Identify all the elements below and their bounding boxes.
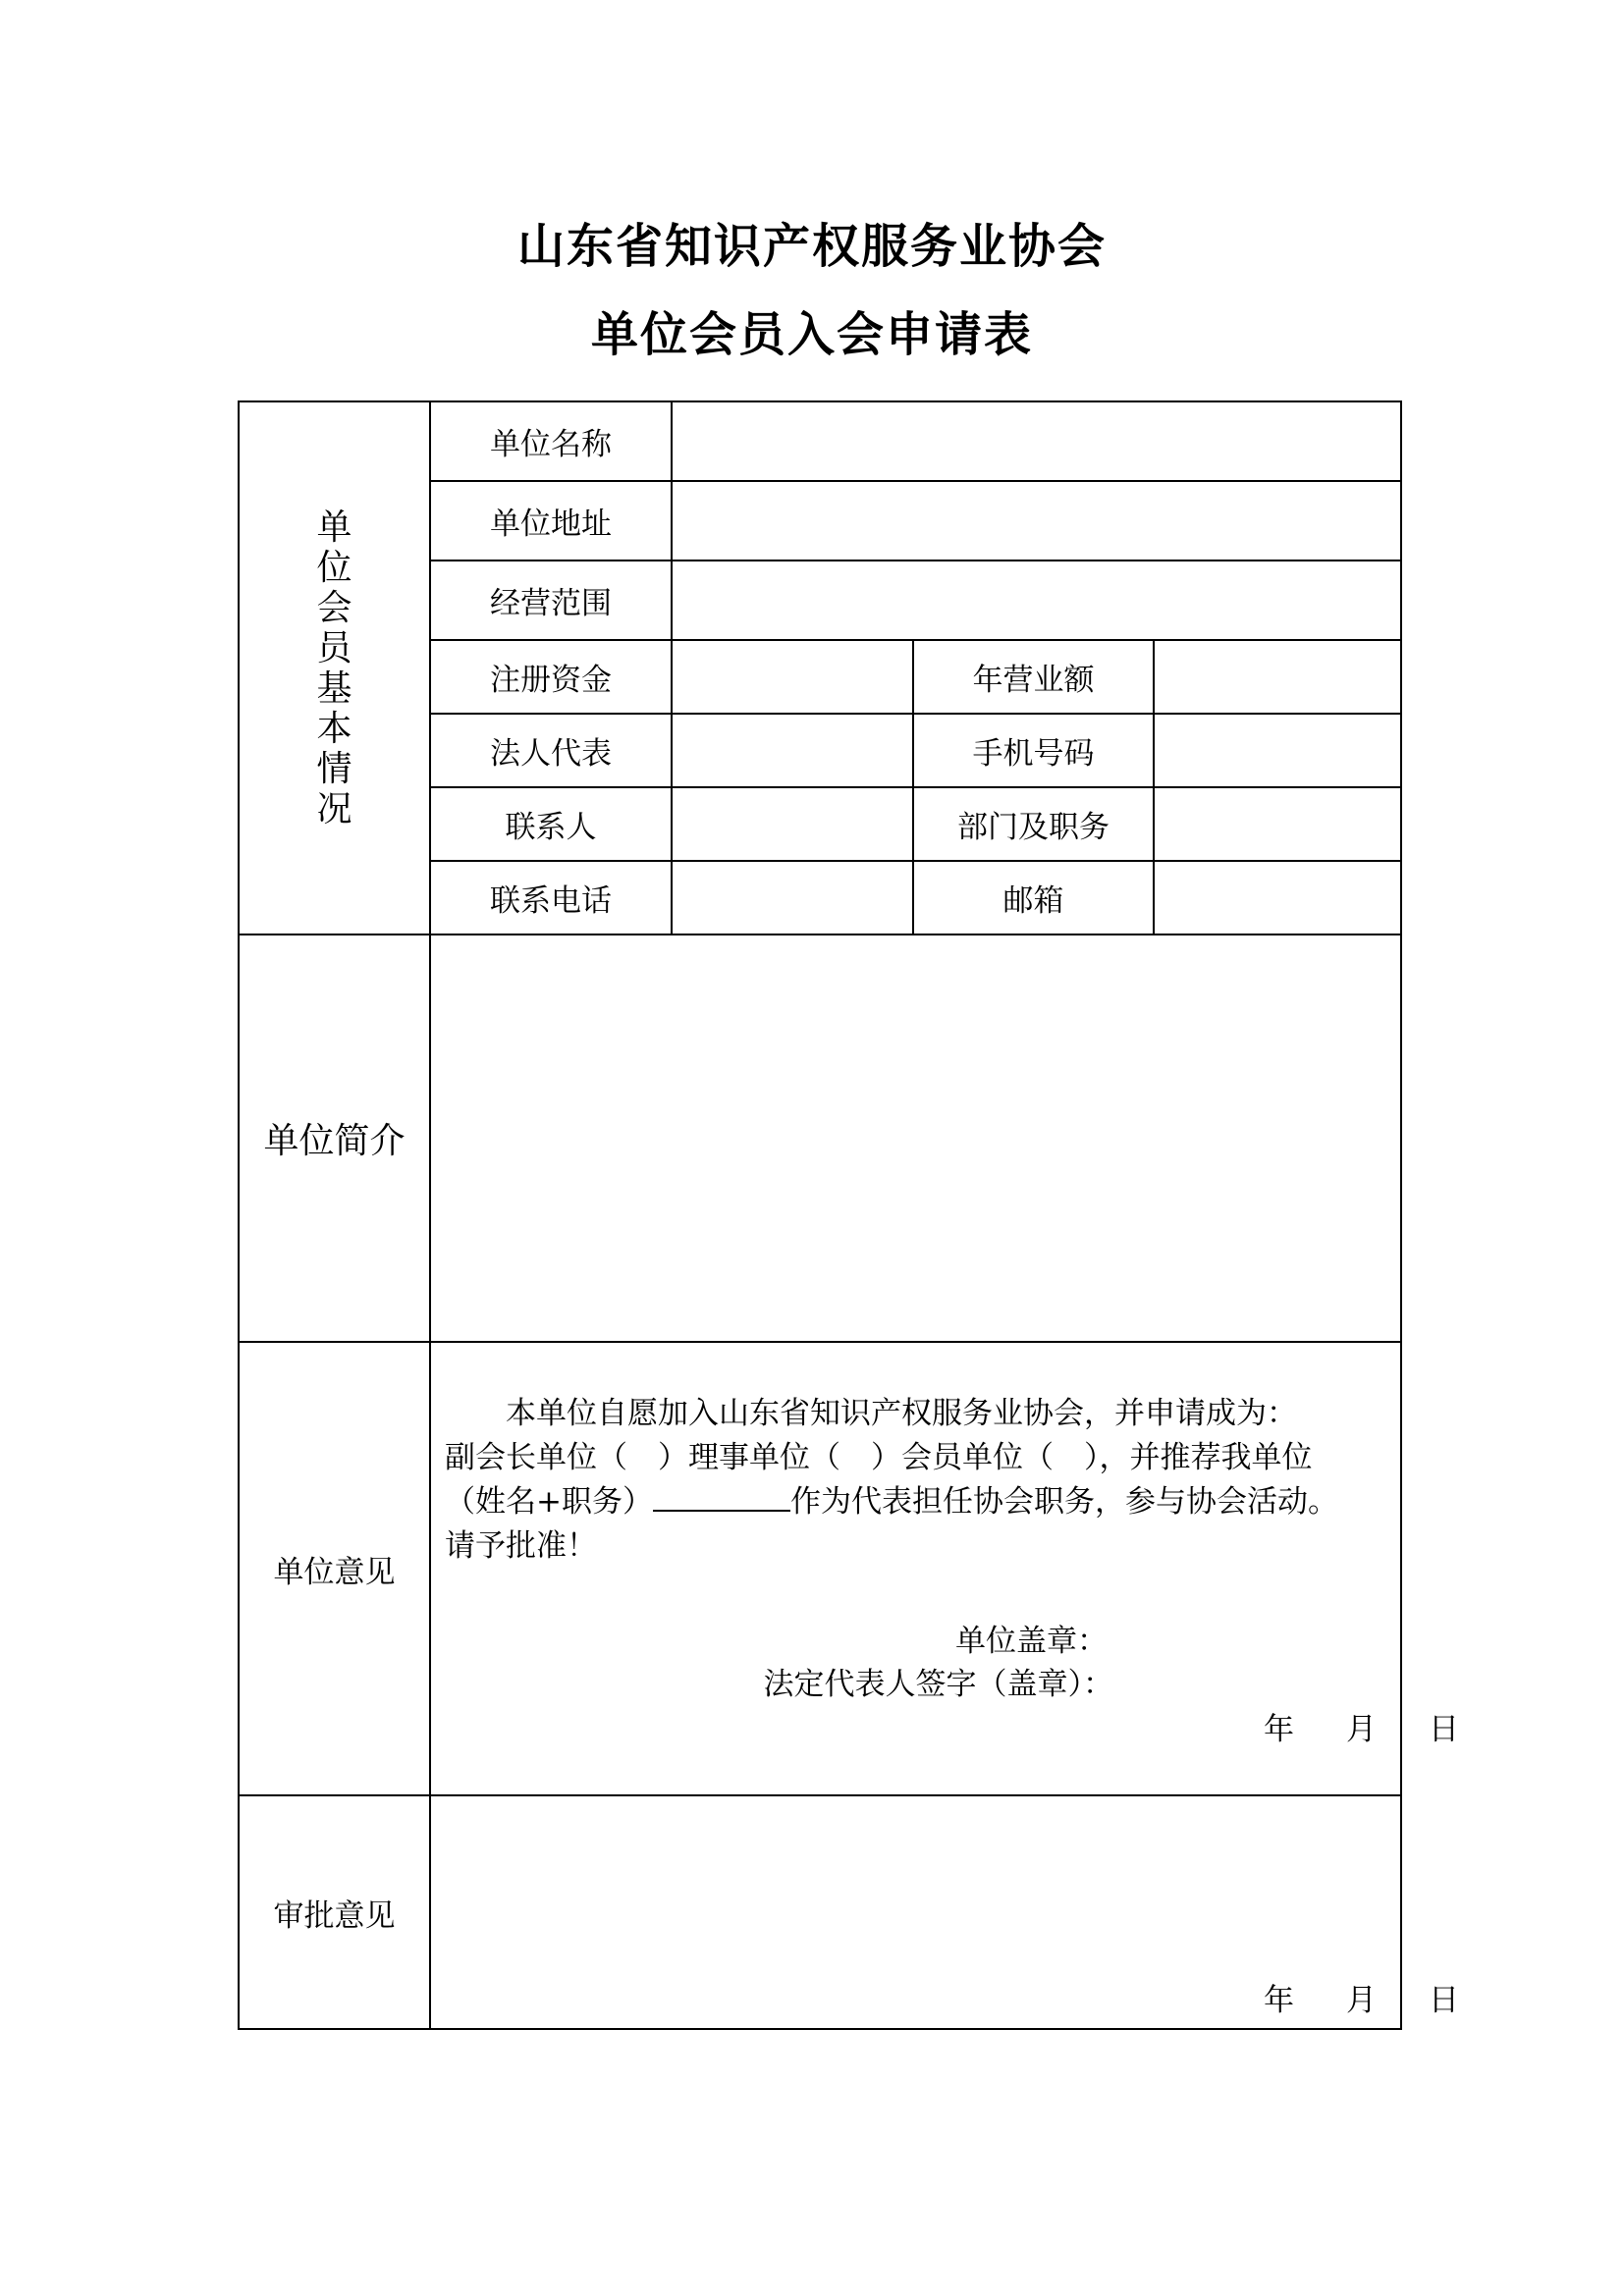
unit-name-label: 单位名称 [430,401,672,481]
unit-intro-field[interactable] [430,934,1401,1342]
annual-revenue-label: 年营业额 [913,640,1154,714]
form-title: 山东省知识产权服务业协会 [516,219,1107,274]
approval-opinion-field[interactable] [430,1795,1459,2029]
annual-revenue-field[interactable] [1154,640,1401,714]
unit-intro-label: 单位简介 [239,934,430,1342]
date-month-label: 月 [1346,1983,1377,2018]
opinion-date [1264,1704,1489,1748]
unit-address-field[interactable] [672,481,1401,561]
opinion-line-1: 本单位自愿加入山东省知识产权服务业协会，并申请成为： [506,1396,1297,1431]
legal-representative-field[interactable] [672,714,913,787]
date-year-label: 年 [1264,1712,1294,1747]
basic-info-section-label: 单位会员基本情况 [239,401,430,934]
business-scope-label: 经营范围 [430,561,672,640]
unit-opinion-field[interactable] [430,1342,1459,1795]
legal-rep-signature-label: 法定代表人签字（盖章）： [763,1667,1114,1702]
name-position-prefix: （姓名+职务） [445,1484,653,1520]
registered-capital-label: 注册资金 [430,640,672,714]
representative-blank[interactable] [653,1480,790,1512]
mobile-number-field[interactable] [1154,714,1401,787]
opinion-statement [445,1392,1386,1569]
contact-person-label: 联系人 [430,787,672,861]
email-label: 邮箱 [913,861,1154,934]
unit-opinion-label: 单位意见 [239,1342,430,1795]
name-position-suffix: 作为代表担任协会职务，参与协会活动。 [789,1484,1338,1520]
date-month-label: 月 [1346,1712,1377,1747]
email-field[interactable] [1154,861,1401,934]
opinion-line-3 [445,1480,1386,1524]
form-subtitle: 单位会员入会申请表 [590,307,1033,362]
legal-representative-label: 法人代表 [430,714,672,787]
registered-capital-field[interactable] [672,640,913,714]
contact-person-field[interactable] [672,787,913,861]
unit-seal-label: 单位盖章： [955,1624,1109,1659]
unit-name-field[interactable] [672,401,1401,481]
department-position-field[interactable] [1154,787,1401,861]
contact-phone-label: 联系电话 [430,861,672,934]
mobile-number-label: 手机号码 [913,714,1154,787]
date-year-label: 年 [1264,1983,1294,2018]
opinion-line-2: 副会长单位（ ）理事单位（ ）会员单位（ ），并推荐我单位 [445,1440,1313,1475]
opinion-line-4: 请予批准！ [445,1528,597,1564]
date-day-label: 日 [1429,1712,1459,1747]
unit-address-label: 单位地址 [430,481,672,561]
approval-date [1264,1975,1489,2019]
date-day-label: 日 [1429,1983,1459,2018]
business-scope-field[interactable] [672,561,1401,640]
contact-phone-field[interactable] [672,861,913,934]
approval-opinion-label: 审批意见 [239,1795,430,2029]
department-position-label: 部门及职务 [913,787,1154,861]
application-form-table [238,400,1459,2030]
